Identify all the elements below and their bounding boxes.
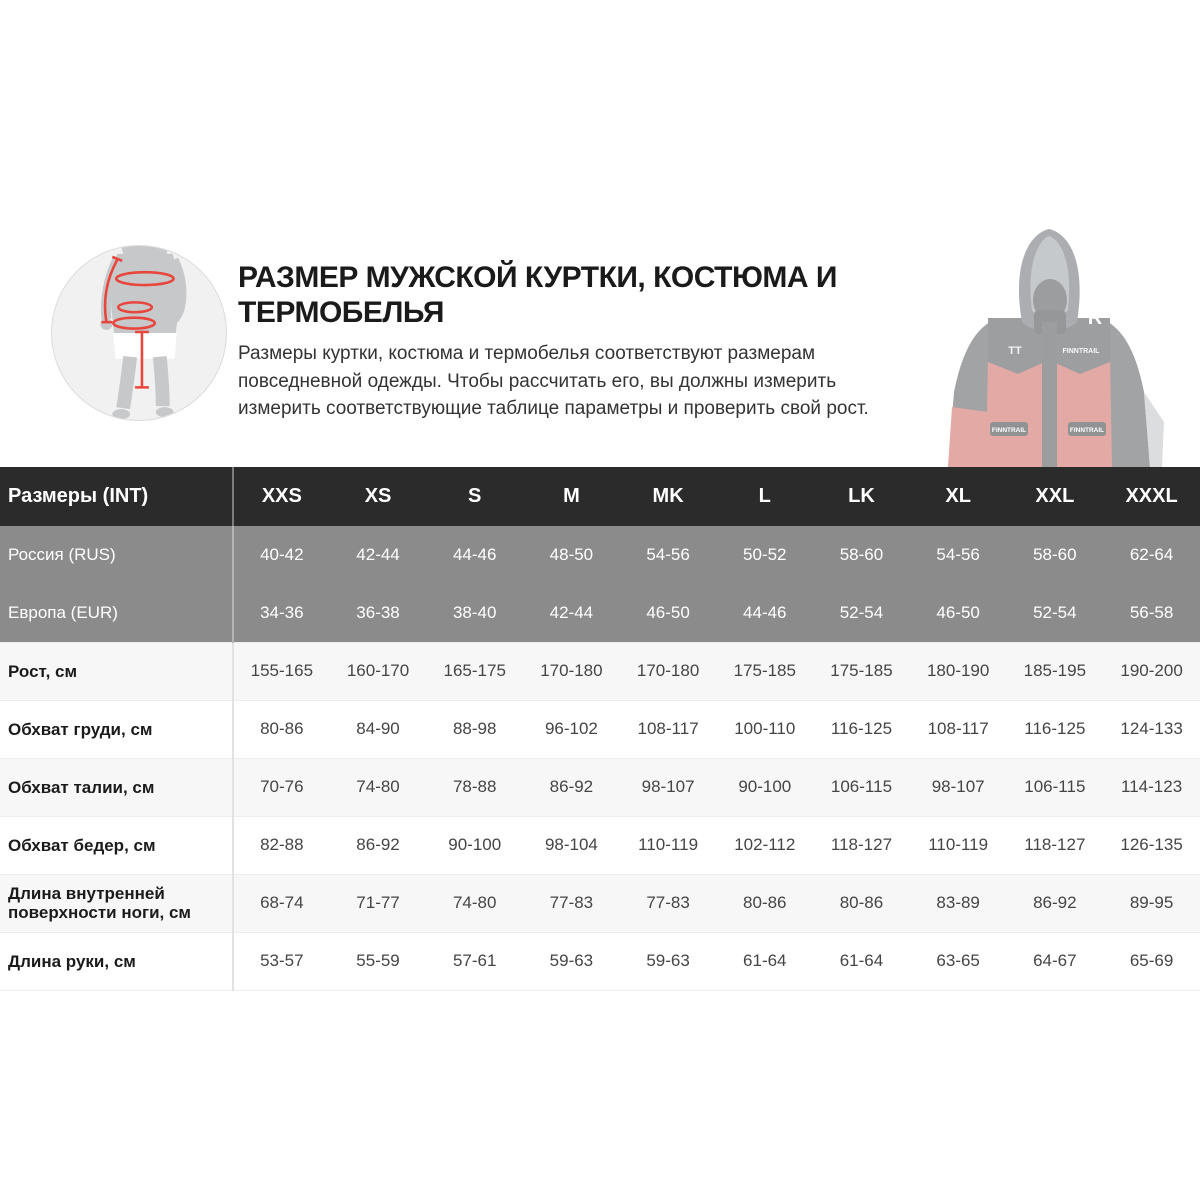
red-black-hooded-jacket-photo: [930, 222, 1200, 467]
measure-value-cell: 55-59: [356, 951, 400, 970]
measure-value-cell: 70-76: [260, 777, 304, 796]
measure-row-label: Длина внутренней поверхности ноги, см: [0, 874, 233, 932]
size-value-cell: 42-44: [549, 602, 594, 622]
measure-value-cell: 190-200: [1120, 661, 1183, 680]
size-value-cell: 52-54: [1033, 602, 1077, 622]
body-measurement-diagram-icon: [52, 246, 226, 420]
measure-value-cell: 86-92: [356, 835, 400, 854]
measure-value-cell: 80-86: [839, 893, 884, 912]
size-value-cell: 54-56: [936, 545, 980, 564]
measure-row: [0, 700, 1200, 758]
size-table: [0, 467, 1200, 991]
measure-value-cell: 59-63: [646, 951, 690, 970]
size-value-cell: 46-50: [646, 602, 690, 622]
size-column-header-m: M: [563, 485, 580, 507]
size-value-cell: 52-54: [839, 602, 884, 622]
region-row-label: Европа (EUR): [0, 584, 233, 642]
svg-text:FINNTRAIL: FINNTRAIL: [1062, 348, 1100, 355]
measure-value-cell: 106-115: [1024, 777, 1086, 796]
measure-value-cell: 59-63: [549, 951, 594, 970]
region-row: [0, 526, 1200, 584]
jacket-product-image: [930, 222, 1200, 467]
measure-value-cell: 175-185: [830, 661, 893, 680]
measure-value-cell: 77-83: [646, 893, 690, 912]
svg-text:TT: TT: [1008, 345, 1022, 357]
size-value-cell: 58-60: [1033, 545, 1077, 564]
size-value-cell: 44-46: [743, 602, 787, 622]
measure-value-cell: 86-92: [1033, 893, 1077, 912]
size-value-cell: 54-56: [646, 545, 690, 564]
corner-header-cell: Размеры (INT): [0, 467, 233, 526]
region-row: [0, 584, 1200, 642]
measure-value-cell: 68-74: [260, 893, 304, 912]
measure-value-cell: 98-107: [931, 777, 985, 796]
svg-text:FINNTRAIL: FINNTRAIL: [991, 427, 1027, 434]
measure-row: [0, 816, 1200, 874]
size-value-cell: 44-46: [452, 545, 497, 564]
measure-row-label: Обхват груди, см: [0, 700, 233, 758]
measure-value-cell: 86-92: [549, 777, 594, 796]
measure-value-cell: 53-57: [260, 951, 304, 970]
measure-value-cell: 77-83: [549, 893, 594, 912]
measure-row-label: Рост, см: [0, 642, 233, 700]
measure-value-cell: 102-112: [734, 835, 796, 854]
measure-value-cell: 118-127: [1024, 835, 1086, 854]
measure-value-cell: 116-125: [830, 719, 893, 738]
header-section: [0, 0, 1200, 467]
size-value-cell: 50-52: [743, 545, 787, 564]
measure-row-label: Обхват бедер, см: [0, 816, 233, 874]
size-column-header-xxl: XXL: [1035, 485, 1075, 507]
measure-value-cell: 110-119: [638, 835, 699, 854]
region-row-label: Россия (RUS): [0, 526, 233, 584]
measure-row: [0, 874, 1200, 932]
size-column-header-xxxl: XXXL: [1125, 485, 1178, 507]
size-header-row: [0, 467, 1200, 526]
size-column-header-xs: XS: [364, 485, 392, 507]
measure-value-cell: 108-117: [927, 719, 989, 738]
measure-row-label: Обхват талии, см: [0, 758, 233, 816]
page-title: РАЗМЕР МУЖСКОЙ КУРТКИ, КОСТЮМА И ТЕРМОБЕЛЬЯ: [238, 261, 837, 330]
measure-value-cell: 124-133: [1120, 719, 1183, 738]
measure-value-cell: 116-125: [1024, 719, 1086, 738]
measure-value-cell: 83-89: [936, 893, 980, 912]
measure-value-cell: 96-102: [544, 719, 598, 738]
measure-value-cell: 71-77: [356, 893, 400, 912]
svg-text:FINNTRAIL: FINNTRAIL: [1069, 427, 1105, 434]
measure-value-cell: 57-61: [452, 951, 497, 970]
measure-row: [0, 932, 1200, 990]
measure-value-cell: 118-127: [830, 835, 893, 854]
measure-value-cell: 84-90: [356, 719, 400, 738]
measure-value-cell: 170-180: [636, 661, 700, 680]
measure-value-cell: 114-123: [1121, 777, 1183, 796]
measure-row-label: Длина руки, см: [0, 932, 233, 990]
size-column-header-mk: MK: [652, 485, 684, 507]
size-column-header-l: L: [758, 485, 771, 507]
measure-value-cell: 180-190: [926, 661, 990, 680]
measure-value-cell: 64-67: [1033, 951, 1077, 970]
measure-value-cell: 110-119: [928, 835, 989, 854]
measure-value-cell: 106-115: [830, 777, 893, 796]
measure-value-cell: 80-86: [743, 893, 787, 912]
measure-value-cell: 89-95: [1129, 893, 1174, 912]
measure-value-cell: 175-185: [733, 661, 796, 680]
body-measurement-icon: [51, 245, 227, 421]
measure-value-cell: 63-65: [936, 951, 980, 970]
measure-row: [0, 758, 1200, 816]
size-value-cell: 42-44: [356, 545, 400, 564]
region-rows-body: [0, 526, 1200, 642]
measure-value-cell: 160-170: [346, 661, 410, 680]
size-value-cell: 38-40: [452, 602, 497, 622]
measure-value-cell: 82-88: [260, 835, 304, 854]
size-value-cell: 34-36: [260, 602, 304, 622]
measure-value-cell: 108-117: [637, 719, 699, 738]
measure-value-cell: 98-104: [544, 835, 598, 854]
measure-value-cell: 80-86: [260, 719, 304, 738]
measure-value-cell: 185-195: [1023, 661, 1087, 680]
measure-value-cell: 90-100: [738, 777, 792, 796]
size-value-cell: 40-42: [260, 545, 304, 564]
measure-value-cell: 74-80: [356, 777, 400, 796]
size-value-cell: 46-50: [936, 602, 980, 622]
measure-value-cell: 165-175: [443, 661, 506, 680]
size-column-header-lk: LK: [848, 485, 875, 507]
measure-value-cell: 170-180: [540, 661, 603, 680]
measure-value-cell: 74-80: [452, 893, 497, 912]
size-value-cell: 58-60: [839, 545, 884, 564]
size-value-cell: 36-38: [356, 602, 400, 622]
page-description: Размеры куртки, костюма и термобелья соответствуют размерам повседневной одежды. Чтобы рассчитать его, вы должны измерить измерить соответствующие таблице параметры и проверить свой рост.: [238, 343, 869, 419]
size-value-cell: 62-64: [1129, 545, 1174, 564]
measure-value-cell: 126-135: [1120, 835, 1183, 854]
measure-value-cell: 65-69: [1129, 951, 1174, 970]
measure-value-cell: 61-64: [839, 951, 884, 970]
measure-value-cell: 155-165: [250, 661, 314, 680]
measure-value-cell: 88-98: [452, 719, 497, 738]
measure-value-cell: 61-64: [743, 951, 787, 970]
measure-value-cell: 98-107: [641, 777, 695, 796]
size-column-header-xl: XL: [945, 485, 971, 507]
size-value-cell: 56-58: [1129, 602, 1174, 622]
svg-text:R: R: [1087, 307, 1103, 329]
size-value-cell: 48-50: [549, 545, 594, 564]
measure-value-cell: 78-88: [452, 777, 497, 796]
size-column-header-s: S: [468, 485, 482, 507]
measure-value-cell: 90-100: [448, 835, 502, 854]
size-column-header-xxs: XXS: [261, 485, 302, 507]
measure-value-cell: 100-110: [734, 719, 796, 738]
measure-rows-body: [0, 642, 1200, 990]
measure-row: [0, 642, 1200, 700]
